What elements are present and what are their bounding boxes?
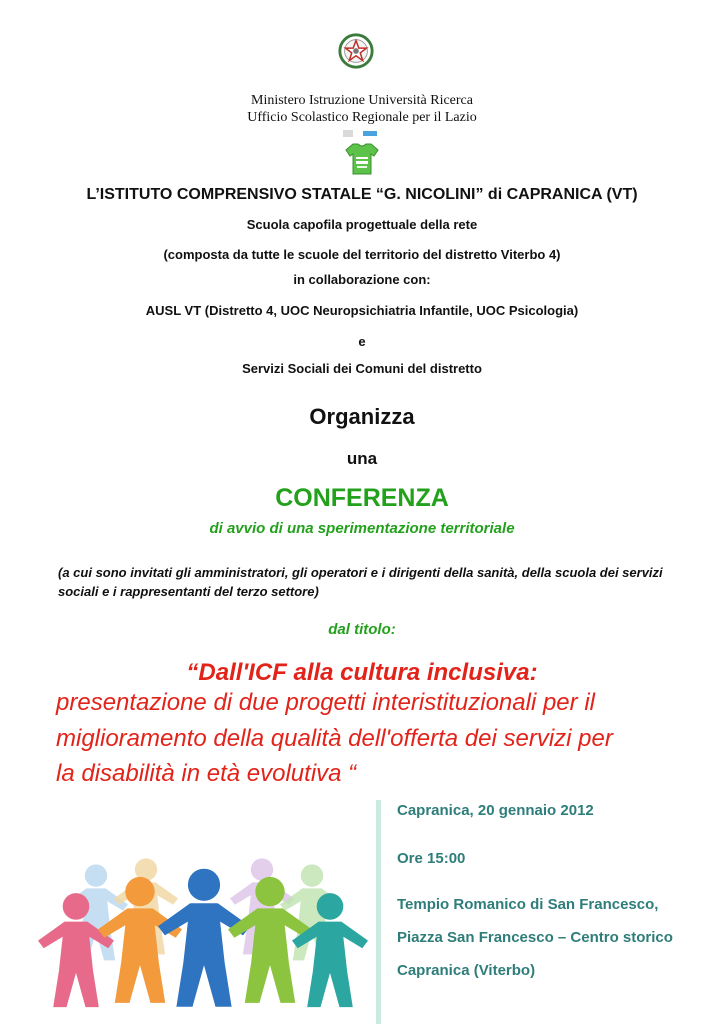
event-venue: Tempio Romanico di San Francesco, [397,896,659,913]
conference-title-line-3: miglioramento della qualità dell'offerta dei servizi per [56,725,613,752]
conference-title-line-1: “Dall'ICF alla cultura inclusiva: [186,659,538,686]
event-time: Ore 15:00 [397,850,466,867]
event-square: Piazza San Francesco – Centro storico [397,929,673,946]
conference-title-line-2: presentazione di due progetti interistituzionali per il [56,689,595,716]
composta-line: (composta da tutte le scuole del territorio del distretto Viterbo 4) [163,247,561,262]
event-town: Capranica (Viterbo) [397,962,536,979]
ministry-line-1: Ministero Istruzione Università Ricerca [251,93,473,108]
event-place-date: Capranica, 20 gennaio 2012 [397,802,594,819]
title-intro: dal titolo: [328,621,396,638]
conference-title-line-4: la disabilità in età evolutiva “ [56,760,357,787]
decorative-divider [376,800,381,1024]
green-tshirt-logo-icon [344,142,380,176]
paper-doll-chain-illustration [36,822,368,1024]
doll-figure [158,869,250,1007]
institute-name: L’ISTITUTO COMPRENSIVO STATALE “G. NICOLINI” di CAPRANICA (VT) [86,186,638,203]
italian-republic-emblem-icon [337,32,375,70]
conferenza-heading: CONFERENZA [275,484,449,512]
partner-logos-icon [343,129,377,138]
conjunction-e: e [358,334,366,349]
capofila-line: Scuola capofila progettuale della rete [246,217,478,232]
social-services-line: Servizi Sociali dei Comuni del distretto [242,361,482,376]
invited-note: (a cui sono invitati gli amministratori, gli operatori e i dirigenti della sanità, della scuola dei servizi sociali e i rappresentanti del terzo settore) [58,565,663,599]
ministry-line-2: Ufficio Scolastico Regionale per il Lazio [247,110,477,125]
ausl-line: AUSL VT (Distretto 4, UOC Neuropsichiatria Infantile, UOC Psicologia) [145,303,579,318]
organizza-heading: Organizza [309,404,415,429]
conference-subtitle: di avvio di una sperimentazione territoriale [209,520,515,537]
una-text: una [346,449,378,468]
collaboration-line: in collaborazione con: [293,272,431,287]
